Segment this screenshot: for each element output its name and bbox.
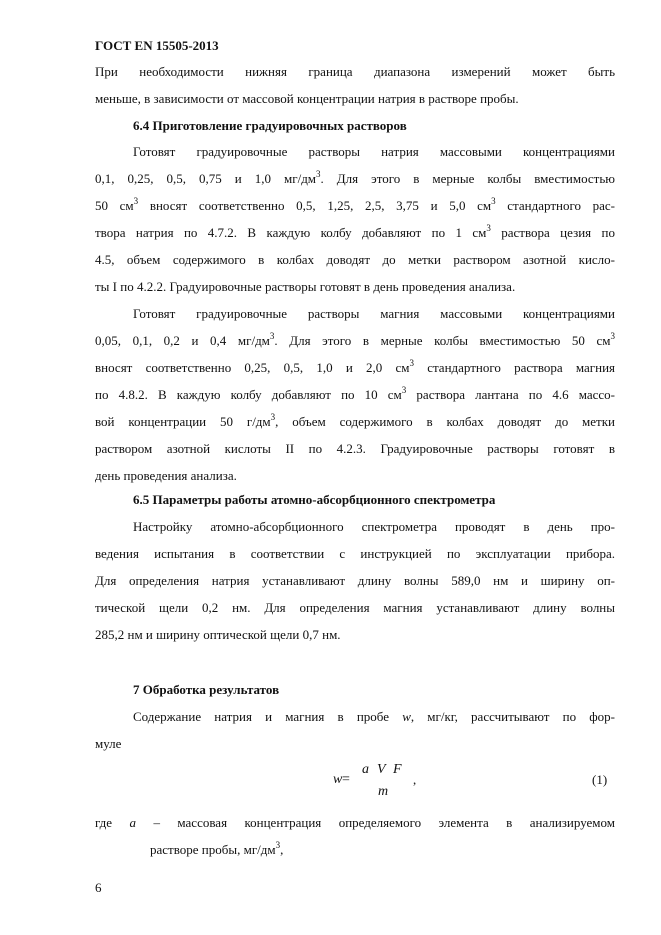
text-line: ты I по 4.2.2. Градуировочные растворы готовят в день проведения анализа. (95, 279, 516, 294)
document-header: ГОСТ EN 15505-2013 (95, 38, 219, 53)
where-prefix: где (95, 815, 113, 830)
text-segment: по 4.8.2. В каждую колбу добавляют по 10 см (95, 387, 402, 402)
formula-m: m (378, 784, 389, 799)
section-title: 7 Обработка результатов (133, 682, 280, 697)
where-text: массовая концентрация определяемого элемента в анализируемом (177, 815, 616, 830)
text-line: ведения испытания в соответствии с инструкцией по эксплуатации прибора. (95, 546, 615, 561)
text-segment: 0,1, 0,25, 0,5, 0,75 и 1,0 мг/дм (95, 171, 317, 186)
formula-a: a (362, 762, 369, 777)
text-line: Готовят градуировочные растворы натрия массовыми концентрациями (133, 144, 615, 159)
where-cont-text: растворе пробы, мг/дм (150, 842, 276, 857)
superscript: 3 (409, 357, 414, 368)
text-line: меньше, в зависимости от массовой концентрации натрия в растворе пробы. (95, 91, 519, 106)
text-segment: Содержание натрия и магния в пробе (133, 709, 403, 724)
text-line: раствором азотной кислоты II по 4.2.3. Градуировочные растворы готовят в (95, 441, 615, 456)
text-line (95, 197, 615, 215)
text-line: тической щели 0,2 нм. Для определения магния устанавливают длину волны (95, 600, 615, 615)
text-segment: . Для этого в мерные колбы вместимостью (320, 171, 616, 186)
text-line (95, 170, 615, 188)
text-segment: . Для этого в мерные колбы вместимостью 50 см (274, 333, 611, 348)
where-dash: – (153, 815, 160, 830)
text-segment: твора натрия по 4.7.2. В каждую колбу добавляют по 1 см (95, 225, 487, 240)
formula-lhs: w (333, 772, 343, 787)
text-segment: вносят соответственно 0,25, 0,5, 1,0 и 2,0 см (95, 360, 410, 375)
text-line: Для определения натрия устанавливают длину волны 589,0 нм и ширину оп- (95, 573, 615, 588)
text-line (133, 708, 615, 726)
text-line: муле (95, 736, 122, 751)
formula-F: F (393, 762, 402, 777)
superscript: 3 (269, 330, 275, 341)
text-line: 285,2 нм и ширину оптической щели 0,7 нм. (95, 627, 341, 642)
text-segment: стандартного раствора магния (413, 360, 616, 375)
formula-V: V (377, 762, 386, 777)
superscript: 3 (401, 384, 407, 395)
where-continuation (150, 839, 284, 858)
formula-number: (1) (592, 772, 608, 787)
where-var: a (129, 815, 137, 830)
text-line: Настройку атомно-абсорбционного спектрометра проводят в день про- (133, 519, 615, 534)
text-segment: w (402, 709, 411, 724)
section-title: 6.4 Приготовление градуировочных растворов (133, 118, 407, 133)
text-line (95, 332, 615, 350)
text-line (95, 413, 615, 431)
text-segment: стандартного рас- (495, 198, 616, 213)
text-line (95, 386, 615, 404)
text-line: Готовят градуировочные растворы магния массовыми концентрациями (133, 306, 615, 321)
text-segment: , объем содержимого в колбах доводят до метки (275, 414, 615, 429)
text-line: день проведения анализа. (95, 468, 237, 483)
text-segment: вносят соответственно 0,5, 1,25, 2,5, 3,75 и 5,0 см (138, 198, 492, 213)
text-line: При необходимости нижняя граница диапазона измерений может быть (95, 64, 615, 79)
text-segment: вой концентрации 50 г/дм (95, 414, 271, 429)
where-cont-end: , (280, 842, 284, 857)
text-line (95, 224, 615, 242)
text-line (95, 359, 615, 377)
text-segment: 0,05, 0,1, 0,2 и 0,4 мг/дм (95, 333, 270, 348)
formula-equals: = (342, 772, 350, 787)
text-segment: раствора лантана по 4.6 массо- (406, 387, 616, 402)
superscript: 3 (486, 222, 491, 233)
superscript: 3 (491, 195, 496, 206)
superscript: 3 (133, 195, 139, 206)
section-title: 6.5 Параметры работы атомно-абсорбционного спектрометра (133, 492, 496, 507)
where-cont-sup: 3 (275, 839, 281, 850)
superscript: 3 (610, 330, 616, 341)
superscript: 3 (270, 411, 276, 422)
where-line (95, 814, 615, 832)
text-segment: , мг/кг, рассчитывают по фор- (410, 709, 616, 724)
text-line: 4.5, объем содержимого в колбах доводят до метки раствором азотной кисло- (95, 252, 615, 267)
text-segment: раствора цезия по (490, 225, 615, 240)
text-segment: 50 см (95, 198, 134, 213)
page-number: 6 (95, 880, 102, 895)
superscript: 3 (316, 168, 321, 179)
formula-comma: , (413, 772, 417, 787)
